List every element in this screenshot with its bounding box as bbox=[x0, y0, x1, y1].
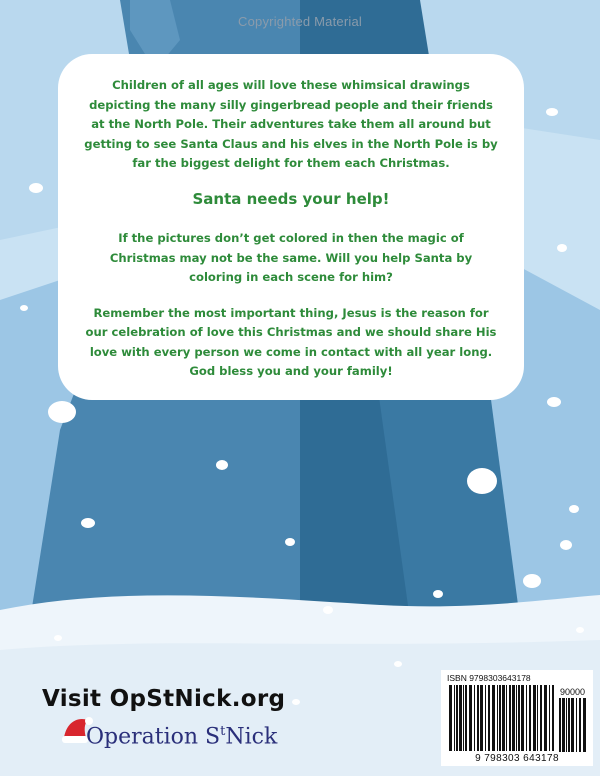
barcode-main-bars bbox=[449, 685, 557, 755]
copyright-watermark: Copyrighted Material bbox=[238, 14, 362, 29]
logo-wordmark bbox=[86, 724, 277, 749]
barcode-bar bbox=[465, 685, 467, 751]
barcode-bar bbox=[552, 685, 554, 751]
barcode-bar bbox=[506, 685, 507, 751]
barcode-bar bbox=[566, 698, 567, 752]
barcode-bar bbox=[516, 685, 517, 751]
barcode-bar bbox=[549, 685, 550, 751]
barcode-bar bbox=[509, 685, 511, 751]
logo-text-end: Nick bbox=[225, 724, 278, 750]
description-paragraph-2: If the pictures don’t get colored in then the magic of Christmas may not be the same. Will you help Santa by coloring in each scene for him? bbox=[109, 231, 473, 284]
barcode-bar bbox=[463, 685, 464, 751]
barcode-bar bbox=[512, 685, 515, 751]
barcode-bar bbox=[562, 698, 565, 752]
logo-text-sup: t bbox=[220, 724, 226, 739]
description-paragraph-1: Children of all ages will love these whimsical drawings depicting the many silly gingerbread people and their friends at the North Pole. Their adventures take them all around but getting to see Santa Claus and his elves in the North Pole is by far the biggest delight for them each Christmas. bbox=[84, 78, 498, 170]
barcode-bar bbox=[488, 685, 490, 751]
barcode-bar bbox=[492, 685, 495, 751]
barcode-bar bbox=[544, 685, 547, 751]
santa-needs-help-heading: Santa needs your help! bbox=[192, 189, 390, 208]
barcode-bar bbox=[497, 685, 498, 751]
isbn-barcode bbox=[441, 670, 593, 766]
barcode-addon-bars bbox=[559, 698, 587, 754]
barcode-bar bbox=[521, 685, 524, 751]
barcode-bar bbox=[480, 685, 483, 751]
barcode-bar bbox=[485, 685, 486, 751]
barcode-bar bbox=[526, 685, 527, 751]
barcode-bar bbox=[559, 698, 561, 752]
operation-st-nick-logo bbox=[60, 718, 290, 758]
barcode-bar bbox=[533, 685, 536, 751]
barcode-bar bbox=[454, 685, 455, 751]
barcode-bar bbox=[583, 698, 586, 752]
barcode-bar bbox=[477, 685, 479, 751]
barcode-bar bbox=[579, 698, 581, 752]
barcode-bar bbox=[474, 685, 475, 751]
barcode-bar bbox=[518, 685, 520, 751]
barcode-bar bbox=[571, 698, 574, 752]
description-card bbox=[58, 54, 524, 400]
visit-website-text: Visit OpStNick.org bbox=[42, 686, 286, 712]
barcode-bar bbox=[499, 685, 501, 751]
barcode-digits: 9 798303 643178 bbox=[475, 753, 559, 764]
barcode-bar bbox=[540, 685, 542, 751]
logo-text-start: Operation S bbox=[86, 724, 221, 750]
barcode-bar bbox=[576, 698, 577, 752]
barcode-bar bbox=[469, 685, 472, 751]
description-paragraph-3: Remember the most important thing, Jesus is the reason for our celebration of love this Christmas and we should share His love with every person we come in contact with all year long. God bless you and your family! bbox=[85, 305, 497, 378]
barcode-bar bbox=[456, 685, 458, 751]
barcode-bar bbox=[449, 685, 452, 751]
barcode-bar bbox=[502, 685, 505, 751]
barcode-bar bbox=[568, 698, 570, 752]
isbn-label: ISBN 9798303643178 bbox=[447, 673, 531, 683]
barcode-bar bbox=[459, 685, 462, 751]
barcode-bar bbox=[537, 685, 538, 751]
barcode-bar bbox=[529, 685, 531, 751]
barcode-price-code: 90000 bbox=[560, 687, 586, 697]
